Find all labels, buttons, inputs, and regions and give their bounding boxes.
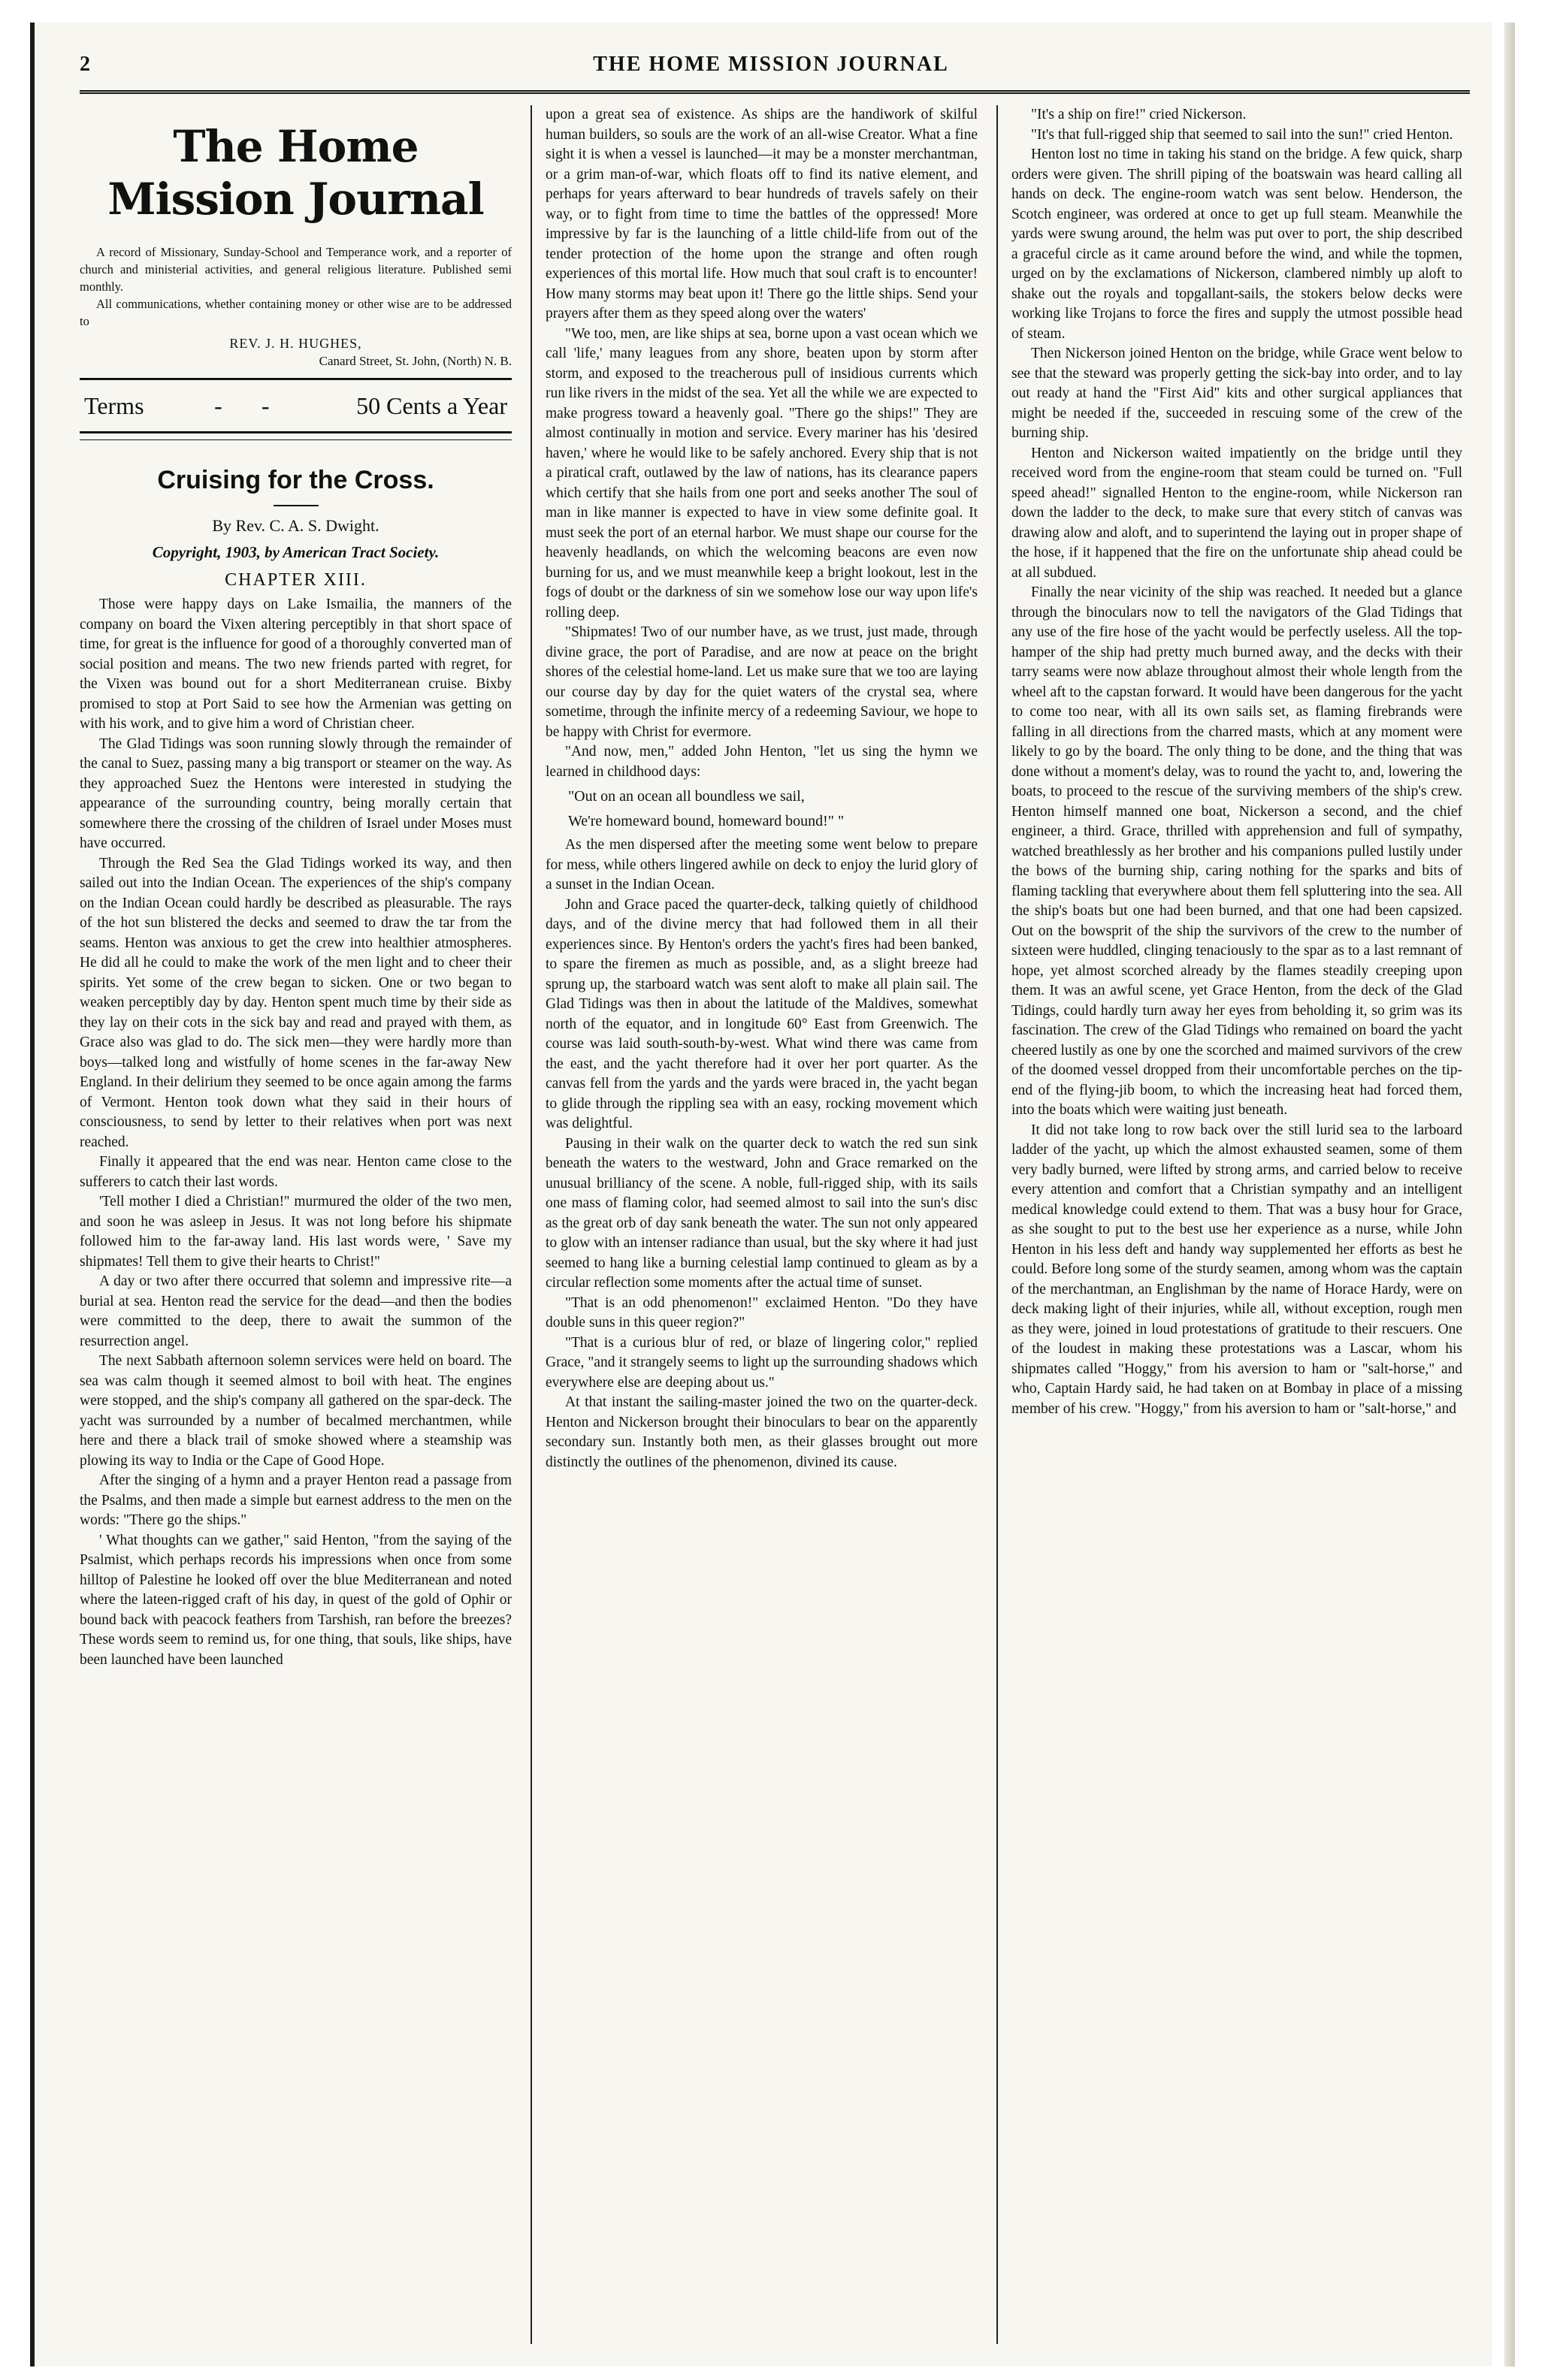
hymn-line: We're homeward bound, homeward bound!" " [568, 812, 845, 829]
paragraph: "That is a curious blur of red, or blaze of lingering color," replied Grace, "and it strangely seems to light up the surrounding shadows which everywhere else are deeping about us." [546, 1334, 978, 1391]
short-rule [274, 505, 319, 506]
paragraph: At that instant the sailing-master joined the two on the quarter-deck. Henton and Nickerson brought their binoculars to bear on the apparently secondary sun. Instantly both men, as their glasses brought out more distinctly the outlines of the phenomenon, divined its cause. [546, 1394, 978, 1470]
rule [80, 439, 512, 440]
hymn-line: "Out on an ocean all boundless we sail, [568, 788, 805, 805]
journal-title: THE HOME MISSION JOURNAL [593, 53, 949, 76]
newspaper-page [30, 23, 1492, 2366]
paragraph: As the men dispersed after the meeting some went below to prepare for mess, while others lingered awhile on deck to enjoy the lurid glory of a sunset in the Indian Ocean. [546, 837, 978, 892]
terms-line [80, 386, 512, 425]
paragraph: upon a great sea of existence. As ships are the handiwork of skilful human builders, so souls are the work of an all-wise Creator. What a fine sight it is when a vessel is launched—it may be a monster merchantman, or a grim man-of-war, which floats off to find its native element, and perhaps for years afterward to bear hundreds of travels safely on their way, or to fight from time to time the battles of the oppressed! More impressive by far is the launching of a little child-life from out of the tender protection of the home upon the strange and often rough experiences of this mortal life. How much that soul craft is to encounter! How many storms may beat upon it! There go the little ships. Send your prayers after them as they speed along over the waters' [546, 107, 978, 322]
terms-label: Terms [84, 392, 144, 419]
column-3 [1011, 105, 1462, 2344]
paragraph: "That is an odd phenomenon!" exclaimed Henton. "Do they have double suns in this queer region?" [546, 1294, 978, 1330]
paragraph: ' What thoughts can we gather," said Henton, "from the saying of the Psalmist, which perhaps records his impressions when once from some hilltop of Palestine he looked off over the blue Mediterranean and noted where the lateen-rigged craft of his day, in quest of the gold of Ophir or bound back with peacock feathers from Tarshish, ran before the breezes? These words seem to remind us, for one thing, that souls, like ships, have been launched have been launched [80, 1532, 512, 1668]
paragraph: Pausing in their walk on the quarter deck to watch the red sun sink beneath the waters to the westward, John and Grace remarked on the unusual brilliancy of the scene. A noble, full-rigged ship, with its sails one mass of flaming color, had seemed almost to sail into the sun's disc as the great orb of day sank beneath the water. The sun not only appeared to glow with an intenser radiance than usual, but the sky where it had just seemed to hang like a burning celestial lamp continued to gleam as by a circular reflection some moments after the actual time of sunset. [546, 1135, 978, 1291]
paragraph: Through the Red Sea the Glad Tidings worked its way, and then sailed out into the Indian Ocean. The experiences of the ship's company on the Indian Ocean could hardly be described as pleasurable. The rays of the hot sun blistered the decks and seemed to draw the tar from the seams. Henton was anxious to get the crew into healthier atmospheres. He did all he could to make the work of the men light and to cheer their spirits. Yet some of the crew began to sicken. One or two began to weaken perceptibly day by day. Henton spent much time by their side as they lay on their cots in the sick bay and read and prayed with them, as Grace also was glad to do. The sick men—they were hardly more than boys—talked long and wistfully of home scenes in the far-away New England. In their delirium they seemed to be once again among the farms of Vermont. Henton took down what they said in their hours of consciousness, to send by letter to their relatives when port was next reached. [80, 855, 512, 1150]
paragraph: "It's that full-rigged ship that seemed to sail into the sun!" cried Henton. [1031, 126, 1453, 143]
paragraph: The next Sabbath afternoon solemn services were held on board. The sea was calm though it seemed almost to boil with heat. The engines were stopped, and the ship's company all gathered on the spar-deck. The yacht was surrounded by a number of becalmed merchantmen, while here and there a black trail of smoke showed where a steamship was plowing its way to India or the Cape of Good Hope. [80, 1353, 512, 1469]
paragraph: "Shipmates! Two of our number have, as we trust, just made, through divine grace, the port of Paradise, and are now at peace on the bright shores of the celestial home-land. Let us make sure that we too are laying our course day by day for the quiet waters of the crystal sea, where sometime, through the infinite mercy of a redeeming Saviour, we hope to be happy with Christ for evermore. [546, 624, 978, 740]
paragraph: "It's a ship on fire!" cried Nickerson. [1031, 107, 1247, 122]
column-divider [531, 105, 532, 2344]
paragraph: After the singing of a hymn and a prayer Henton read a passage from the Psalms, and then made a simple but earnest address to the men on the words: "There go the ships." [80, 1472, 512, 1528]
running-head [80, 53, 1462, 83]
terms-price: 50 Cents a Year [356, 392, 507, 419]
rule [80, 378, 512, 380]
column-1 [80, 105, 512, 2344]
rule [80, 431, 512, 433]
paragraph: John and Grace paced the quarter-deck, talking quietly of childhood days, and of the divine mercy that had followed them in all their experiences since. By Henton's orders the yacht's fires had been banked, to spare the firemen as much as possible, and, as a slight breeze had sprung up, the starboard watch was sent aloft to make all plain sail. The Glad Tidings was then in about the latitude of the Maldives, somewhat north of the equator, and in longitude 60° East from Greenwich. The course was laid south-south-by-west. What wind there was came from the east, and the yacht therefore had it over her port quarter. As the canvas fell from the yards and the yards were braced in, the yacht began to glide through the rippling sea with an easy, rocking movement which was delightful. [546, 896, 978, 1131]
paragraph: "And now, men," added John Henton, "let us sing the hymn we learned in childhood days: [546, 744, 978, 780]
page-number: 2 [80, 53, 92, 76]
masthead-blurb: A record of Missionary, Sunday-School and Temperance work, and a reporter of church and ministerial activities, and general religious literature. Published semi monthly. [80, 245, 512, 294]
chapter-heading: CHAPTER XIII. [225, 570, 367, 590]
paragraph: The Glad Tidings was soon running slowly through the remainder of the canal to Suez, passing many a big transport or steamer on the way. As they approached Suez the Hentons were interested in studying the appearance of the surrounding country, being morally certain that somewhere there the crossing of the children of Israel under Moses must have occurred. [80, 735, 512, 851]
paragraph: A day or two after there occurred that solemn and impressive rite—a burial at sea. Henton read the service for the dead—and then the bodies were committed to the deep, there to await the summon of the resurrection angel. [80, 1273, 512, 1349]
paragraph: Then Nickerson joined Henton on the bridge, while Grace went below to see that the steward was properly getting the sick-bay into order, and to lay out ready at hand the "First Aid" kits and other surgical appliances that might be needed if the, succeeded in rescuing some of the crew of the burning ship. [1011, 346, 1462, 441]
paragraph: "We too, men, are like ships at sea, borne upon a vast ocean which we call 'life,' many leagues from any shore, beaten upon by storm after storm, and exposed to the treacherous pull of insidious currents which run like rivers in the midst of the sea. Yet all the while we are expected to make progress toward a heavenly goal. "There go the ships!" They are almost continually in motion and service. Every mariner has his 'desired haven,' where he would like to be safely anchored. Every ship that is not a piratical craft, outlawed by the law of nations, has its clearance papers which certify that she hails from one port and seeks another The soul of man in like manner is expected to have in view some definite goal. It must seek the port of an eternal harbor. We must shape our course for the heavenly headlands, on which the welcoming beacons are even now burning for us, and we must meanwhile keep a bright lookout, lest in the fogs of doubt or the darkness of sin we somehow lose our way upon life's rolling deep. [546, 325, 978, 621]
masthead-title: The Home Mission Journal [107, 121, 484, 225]
column-divider [996, 105, 998, 2344]
paragraph: Henton and Nickerson waited impatiently on the bridge until they received word from the engine-room that steam could be turned on. "Full speed ahead!" signalled Henton to the engine-room, while Nickerson ran down the ladder to the deck, to make sure that every stitch of canvas was drawing alow and aloft, and to superintend the laying out in proper shape of the hose, if it happened that the fire on the unfortunate ship ahead could be at all subdued. [1011, 445, 1462, 581]
paragraph: Finally it appeared that the end was near. Henton came close to the sufferers to catch their last words. [80, 1154, 512, 1190]
story-byline: By Rev. C. A. S. Dwight. [212, 516, 379, 535]
paragraph: It did not take long to row back over the still lurid sea to the larboard ladder of the yacht, up which the almost exhausted seamen, some of them very badly burned, were lifted by strong arms, and carried below to receive every attention and comfort that a Christian sympathy and an intelligent medical knowledge could extend to them. That was a busy hour for Grace, as she sought to put to the best use her experience as a nurse, while John Henton in his less deft and handy way supplemented her efforts as best he could. Before long some of the sturdy seamen, among whom was the captain of the merchantman, an Englishman by the name of Horace Hardy, were on deck making light of their injuries, while all, without exception, rough men as they were, joined in loud protestations of gratitude to their rescuers. One of the loudest in making these protestations was a Lascar, whom his shipmates called "Hoggy," from his aversion to ham or "salt-horse," and who, Captain Hardy said, he had taken on at Bombay in place of a missing member of his crew. "Hoggy," from his aversion to ham or "salt-horse," and [1011, 1122, 1462, 1417]
editor-name: REV. J. H. HUGHES, [229, 336, 362, 351]
paragraph: Finally the near vicinity of the ship was reached. It needed but a glance through the binoculars now to tell the navigators of the Glad Tidings that any use of the fire hose of the yacht would be perfectly useless. All the top-hamper of the ship had pretty much burned away, and the decks with their tarry seams were now ablaze throughout almost their whole length from the wheel aft to the capstan forward. It would have been dangerous for the yacht to come too near, with all its own sails set, as flaming firebrands were falling in all directions from the charred masts, which at any moment were likely to go by the board. The only thing to be done, and the thing that was done without a moment's delay, was to round the yacht to, and, lowering the boats, to proceed to the rescue of the surviving members of the ship's crew. Henton himself manned one boat, Nickerson a second, and the chief engineer, a third. Grace, thrilled with apprehension and full of sympathy, watched breathlessly as her brother and his companions pulled lustily under the bows of the burning ship, caring nothing for the sparks and bits of flaming tackling that everywhere about them fell spluttering into the sea. All the ship's boats but one had been burned, and that one had been capsized. Out on the bowsprit of the ship the survivors of the crew to the number of sixteen were huddled, clinging tenaciously to the spar as to a last remnant of hope, yet almost scorched already by the flames steadily creeping upon them. It was an awful scene, yet Grace Henton, from the deck of the Glad Tidings, could hardly turn away her eyes from beholding it, so grim was its fascination. The crew of the Glad Tidings who remained on board the yacht cheered lustily as one by one the scorched and maimed survivors of the crew of the doomed vessel dropped from their uncomfortable perches on the tip-end of the flying-jib boom, to which the increasing heat had forced them, into the boats which were waiting just beneath. [1011, 584, 1462, 1118]
masthead-comms: All communications, whether containing money or other wise are to be addressed to [80, 297, 512, 328]
editor-address: Canard Street, St. John, (North) N. B. [319, 354, 512, 368]
column-2 [546, 105, 978, 2344]
story-copyright: Copyright, 1903, by American Tract Society. [152, 543, 440, 561]
header-rule [80, 90, 1470, 94]
terms-dashes: - - [214, 392, 286, 419]
paragraph: Henton lost no time in taking his stand on the bridge. A few quick, sharp orders were given. The shrill piping of the boatswain was heard calling all hands on deck. The engine-room watch was sent below. Henderson, the Scotch engineer, was ordered at once to get up full steam. Meanwhile the yards were swung around, the helm was put over to port, the ship described a graceful circle as it came around before the wind, and while the topmen, urged on by the exclamations of Nickerson, clambered nimbly up aloft to shake out the royals and topgallant-sails, the stokers below decks were working like Trojans to force the fires and supply the utmost possible head of steam. [1011, 146, 1462, 342]
paragraph: 'Tell mother I died a Christian!'' murmured the older of the two men, and soon he was asleep in Jesus. It was not long before his shipmate followed him to the far-away land. His last words were, ' Save my shipmates! Tell them to give their hearts to Christ!'' [80, 1194, 512, 1270]
story-title: Cruising for the Cross. [157, 466, 434, 494]
paragraph: Those were happy days on Lake Ismailia, the manners of the company on board the Vixen altering perceptibly in that short space of time, for great is the influence for good of a thoroughly converted man of social position and means. The two new friends parted with regret, for the Vixen was bound out for a short Mediterranean cruise. Bixby promised to stop at Port Said to see how the Armenian was getting on with his work, and to give him a word of Christian cheer. [80, 597, 512, 732]
